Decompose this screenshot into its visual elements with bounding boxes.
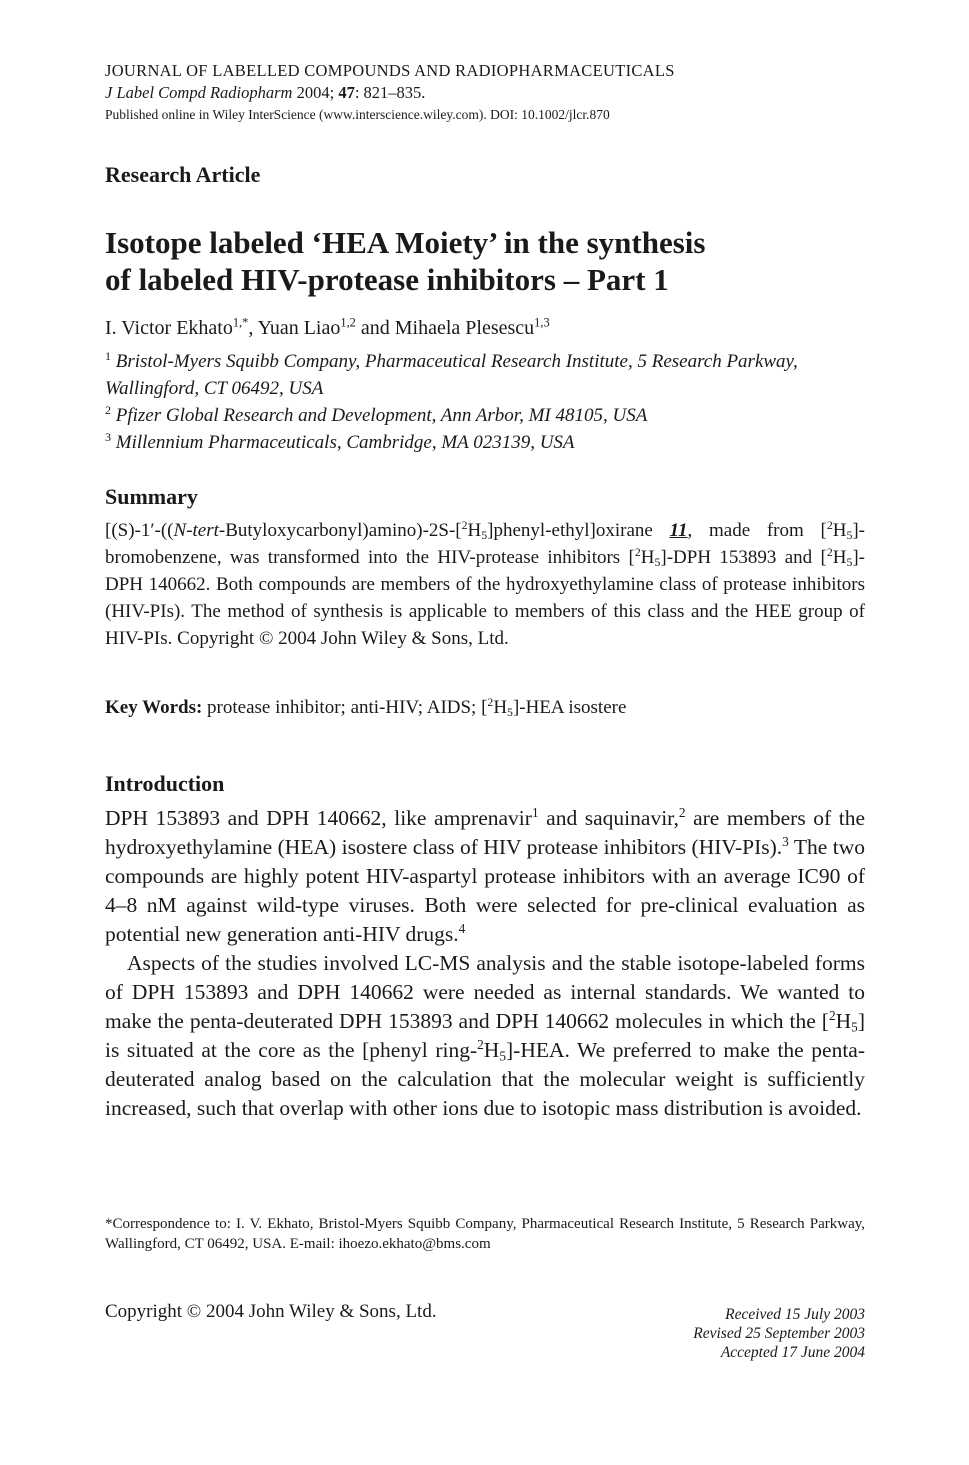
title-line-2: of labeled HIV-protease inhibitors – Part 1 [105, 262, 669, 297]
journal-citation [105, 83, 425, 103]
isotope-subscript: 5 [507, 705, 513, 719]
intro-fragment: ] is situated at the core as the [phenyl ring- [105, 1009, 865, 1062]
reference-mark: 4 [458, 921, 466, 937]
summary-fragment: ]-DPH 140662. Both compounds are members of the hydroxyethylamine class of protease inhibitors (HIV-PIs). The method of synthesis is applicable to members of this class and the HEE group of HIV-PIs. Copyright © 2004 John Wiley & Sons, Ltd. [105, 547, 865, 649]
intro-fragment: and saquinavir, [538, 806, 679, 830]
affiliations [105, 348, 865, 456]
author-list [105, 317, 550, 340]
affiliation-number: 2 [105, 402, 111, 417]
isotope-superscript: 2 [826, 518, 833, 532]
author-name: Yuan Liao [257, 317, 341, 339]
keywords-label: Key Words: [105, 697, 203, 718]
keywords-fragment: ]-HEA isostere [512, 697, 627, 718]
isotope-superscript: 2 [826, 545, 833, 559]
intro-fragment: DPH 153893 and DPH 140662, like amprenavir [105, 806, 532, 830]
journal-name: JOURNAL OF LABELLED COMPOUNDS AND RADIOPHARMACEUTICALS [105, 61, 675, 80]
affiliation-text: Pfizer Global Research and Development, Ann Arbor, MI 48105, USA [115, 405, 648, 426]
isotope-subscript: 5 [481, 528, 488, 542]
summary-fragment: H [467, 520, 482, 541]
summary-fragment: ]-DPH 153893 and [ [660, 547, 827, 568]
summary-text [105, 517, 865, 652]
summary-fragment: H [832, 520, 847, 541]
author-separator: and [355, 317, 395, 339]
article-type: Research Article [105, 162, 261, 187]
copyright-notice: Copyright © 2004 John Wiley & Sons, Ltd. [105, 1301, 437, 1322]
summary-fragment: , made from [ [687, 520, 827, 541]
isotope-subscript: 5 [851, 1019, 858, 1035]
introduction-body [105, 804, 865, 1123]
intro-fragment: H [835, 1009, 852, 1033]
isotope-subscript: 5 [654, 555, 661, 569]
isotope-subscript: 5 [846, 555, 853, 569]
affiliation-number: 1 [105, 348, 111, 363]
isotope-superscript: 2 [461, 518, 468, 532]
author-name: Mihaela Plesescu [394, 317, 535, 339]
summary-heading: Summary [105, 484, 198, 509]
summary-fragment: ]phenyl-ethyl]oxirane [487, 520, 670, 541]
journal-abbrev: J Label Compd Radiopharm [105, 83, 293, 102]
citation-year: 2004; [296, 83, 335, 102]
keywords [105, 697, 626, 719]
author-affil-mark: 1,2 [340, 315, 356, 330]
introduction-paragraph [105, 804, 865, 949]
revised-date: Revised 25 September 2003 [693, 1325, 865, 1342]
reference-mark: 3 [782, 834, 789, 850]
article-dates [605, 1305, 865, 1362]
affiliation-number: 3 [105, 429, 111, 444]
affiliation [105, 402, 865, 429]
author-name: I. Victor Ekhato [105, 317, 233, 339]
intro-fragment: ]-HEA. We preferred to make the penta-deuterated analog based on the calculation that the molecular weight is sufficiently increased, such that overlap with other ions due to isotopic mass distribution is avoided. [105, 1038, 866, 1120]
summary-italic: N-tert [173, 520, 219, 541]
author-affil-mark: 1,* [232, 315, 249, 330]
article-title [105, 224, 865, 298]
summary-fragment: H [832, 547, 847, 568]
keywords-fragment: protease inhibitor; anti-HIV; AIDS; [ [202, 697, 488, 718]
keywords-fragment: H [493, 697, 508, 718]
isotope-superscript: 2 [477, 1037, 484, 1053]
summary-fragment: ]-bromobenzene, was transformed into the HIV-protease inhibitors [ [105, 520, 866, 568]
summary-fragment: H [640, 547, 655, 568]
affiliation [105, 429, 865, 456]
isotope-subscript: 5 [499, 1048, 506, 1064]
title-line-1: Isotope labeled ‘HEA Moiety’ in the synthesis [105, 225, 706, 260]
introduction-paragraph [105, 949, 865, 1123]
isotope-superscript: 2 [634, 545, 641, 559]
affiliation-text: Millennium Pharmaceuticals, Cambridge, MA 023139, USA [115, 432, 575, 453]
received-date: Received 15 July 2003 [725, 1306, 865, 1323]
introduction-heading: Introduction [105, 771, 225, 796]
intro-fragment: are members of the hydroxyethylamine (HEA) isostere class of HIV protease inhibitors (HIV-PIs). [105, 806, 866, 859]
summary-fragment: -Butyloxycarbonyl)amino)-2S-[ [218, 520, 462, 541]
correspondence-footnote: *Correspondence to: I. V. Ekhato, Bristol-Myers Squibb Company, Pharmaceutical Research Institute, 5 Research Parkway, Wallingford, CT 06492, USA. E-mail: ihoezo.ekhato@bms.com [105, 1216, 865, 1252]
intro-fragment: H [483, 1038, 500, 1062]
intro-fragment: The two compounds are highly potent HIV-aspartyl protease inhibitors with an average IC90 of 4–8 nM against wild-type viruses. Both were selected for pre-clinical evaluation as potential new generation anti-HIV drugs. [105, 835, 866, 946]
intro-fragment: Aspects of the studies involved LC-MS analysis and the stable isotope-labeled forms of DPH 153893 and DPH 140662 were needed as internal standards. We wanted to make the penta-deuterated DPH 153893 and DPH 140662 molecules in which the [ [105, 951, 865, 1033]
isotope-superscript: 2 [487, 695, 494, 709]
reference-mark: 2 [678, 805, 686, 821]
citation-pages: : 821–835. [354, 83, 426, 102]
published-online-line: Published online in Wiley InterScience (www.interscience.wiley.com). DOI: 10.1002/jlcr.870 [105, 107, 610, 122]
reference-mark: 1 [531, 805, 539, 821]
isotope-superscript: 2 [828, 1008, 836, 1024]
accepted-date: Accepted 17 June 2004 [720, 1344, 865, 1361]
affiliation [105, 348, 865, 402]
author-affil-mark: 1,3 [534, 315, 550, 330]
isotope-subscript: 5 [846, 528, 853, 542]
affiliation-text: Bristol-Myers Squibb Company, Pharmaceutical Research Institute, 5 Research Parkway, Wallingford, CT 06492, USA [105, 351, 798, 399]
summary-fragment: [(S)-1′-(( [105, 520, 174, 541]
author-separator: , [248, 317, 258, 339]
compound-number: 11 [669, 520, 688, 541]
citation-volume: 47 [338, 83, 355, 102]
